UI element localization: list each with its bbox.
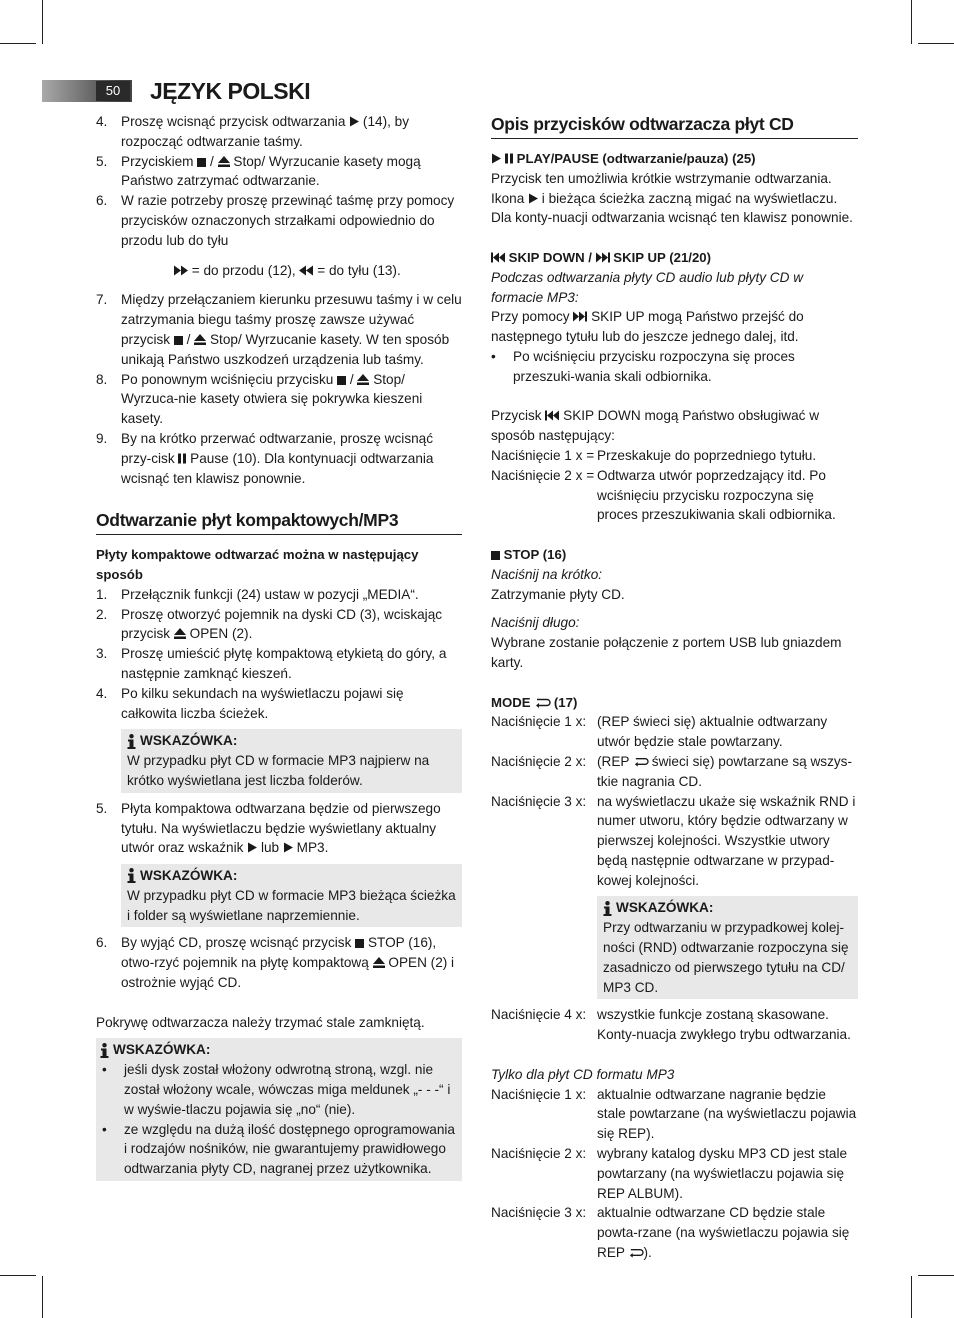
tip-box: WSKAZÓWKA: W przypadku płyt CD w formacie MP3 bieżąca ścieżka i folder są wyświetlane naprzemiennie. [121,864,462,927]
fast-forward-icon [174,265,188,276]
list-item: 1. Przełącznik funkcji (24) ustaw w pozycji „MEDIA“. [96,586,419,602]
list-item: 5. Przyciskiem / Stop/ Wyrzucanie kasety mogą Państwo zatrzymać odtwarzanie. [96,153,421,189]
crop-mark [0,43,36,44]
stop-icon [491,550,500,560]
stop-icon [174,335,183,345]
tip-box: WSKAZÓWKA: Przy odtwarzaniu w przypadkowej kolej-ności (RND) odtwarzanie rozpoczyna się zasadniczo od pierwszego tytułu na CD/ MP3 CD. [597,896,858,999]
stop-icon [355,938,364,948]
left-column [96,112,462,1181]
list-item: • Po wciśnięciu przycisku rozpoczyna się proces przeszuki-wania skali odbiornika. [491,348,795,384]
info-icon [603,901,612,916]
eject-icon [218,156,230,167]
skip-forward-icon [596,252,610,263]
press-row: Naciśnięcie 3 x: aktualnie odtwarzane CD będzie stale powta-rzane (na wyświetlaczu pojawia się REP ). [491,1205,850,1261]
crop-mark [42,1276,43,1318]
crop-mark [918,43,954,44]
crop-mark [42,0,43,44]
press-row: Naciśnięcie 1 x: aktualnie odtwarzane nagranie będzie stale powtarzane (na wyświetlaczu pojawia się REP). [491,1086,857,1142]
section-heading: Odtwarzanie płyt kompaktowych/MP3 [96,508,462,535]
info-icon [100,1043,109,1058]
press-row: Naciśnięcie 2 x = Odtwarza utwór poprzedzający itd. Po wciśnięciu przycisku rozpoczyna się proces przeszukiwania skali odbiornika. [491,467,836,523]
list-item: • ze względu na dużą ilość dostępnego oprogramowania i rodzajów nośników, nie gwarantujemy prawidłowego odtwarzania płyty CD, nagranej przez użytkownika. [102,1121,455,1177]
press-row: Naciśnięcie 2 x: wybrany katalog dysku MP3 CD jest stale powtarzany (na wyświetlaczu pojawia się REP ALBUM). [491,1146,848,1201]
play-icon [349,116,359,127]
eject-icon [373,957,385,968]
play-icon [247,842,257,853]
rewind-icon [299,265,313,276]
page-number: 50 [96,81,130,101]
list-item: 5. Płyta kompaktowa odtwarzana będzie od pierwszego tytułu. Na wyświetlaczu będzie wyświetlany aktualny utwór oraz wskaźnik lub MP3. [96,800,441,856]
section-subheading: Płyty kompaktowe odtwarzać można w następujący sposób [96,547,419,582]
crop-mark [911,0,912,44]
eject-icon [357,374,369,385]
crop-mark [918,1275,954,1276]
list-item: 4. Po kilku sekundach na wyświetlaczu pojawi się całkowita liczba ścieżek. [96,685,404,721]
play-pause-text: Przycisk ten umożliwia krótkie wstrzymanie odtwarzania. Ikona i bieżąca ścieżka zaczną migać na wyświetlaczu. Dla konty-nuacji odtwarzania wcisnąć ten klawisz ponownie. [491,170,853,226]
play-icon [528,193,538,204]
press-row: Naciśnięcie 1 x: (REP świeci się) aktualnie odtwarzany utwór będzie stale powtarzany. [491,714,828,750]
mp3-heading: Tylko dla płyt CD formatu MP3 [491,1066,675,1082]
info-icon [127,734,136,749]
list-item: 3. Proszę umieścić płytę kompaktową etykietą do góry, a następnie zamknąć kieszeń. [96,646,447,681]
list-item: 9. By na krótko przerwać odtwarzanie, proszę wcisnąć przy-cisk Pause (10). Dla kontynuacji odtwarzania wcisnąć ten klawisz ponownie. [96,430,434,486]
list-item: 6. W razie potrzeby proszę przewinąć taśmę przy pomocy przycisków oznaczonych strzałkami odpowiednio do przodu lub do tyłu [96,193,455,248]
tip-box: WSKAZÓWKA: • jeśli dysk został włożony odwrotną stroną, wzgl. nie został włożony wcale, wówczas miga meldunek „- - -“ i w wyświe-tlaczu pojawia się „no“ (nie). • ze względu na dużą ilość dostępnego oprogramowania i rodzajów nośników, nie gwarantujemy prawidłowego odtwarzania płyty CD, nagranej przez użytkownika. [96,1038,462,1181]
mode-heading: MODE (17) [491,694,578,710]
press-row: Naciśnięcie 3 x: na wyświetlaczu ukaże się wskaźnik RND i numer utworu, który będzie odtwarzany w pierwszej kolejności. Wszystkie utwory będą następnie odtwarzane w przypad-kowej kolejności. [491,793,856,888]
stop-icon [337,375,346,385]
skip-heading: SKIP DOWN / SKIP UP (21/20) [491,248,858,268]
list-item: 7. Między przełączaniem kierunku przesuwu taśmy i w celu zatrzymania biegu taśmy proszę zawsze używać przycisk / Stop/ Wyrzucanie kasety. W ten sposób unikają Państwo uszkodzeń urządzenia lub taśmy. [96,292,462,367]
repeat-icon [628,1247,643,1258]
press-row: Naciśnięcie 2 x: (REP świeci się) powtarzane są wszys-tkie nagrania CD. [491,753,852,789]
eject-icon [194,334,206,345]
play-pause-heading: PLAY/PAUSE (odtwarzanie/pauza) (25) [491,149,858,169]
skip-back-icon [491,252,505,263]
section-heading: Opis przycisków odtwarzacza płyt CD [491,112,858,139]
page-title: JĘZYK POLSKI [150,78,311,104]
stop-heading: STOP (16) [491,545,858,565]
skip-back-icon [545,410,559,421]
repeat-icon [633,756,648,767]
pause-icon [504,153,513,164]
crop-mark [0,1275,36,1276]
page-header [42,80,462,104]
list-item: 4. Proszę wcisnąć przycisk odtwarzania (14), by rozpocząć odtwarzanie taśmy. [96,114,410,149]
arrows-line: = do przodu (12), = do tyłu (13). [96,261,462,281]
list-item: 8. Po ponownym wciśnięciu przycisku / Stop/ Wyrzuca-nie kasety otwiera się pokrywka kieszeni kasety. [96,371,423,427]
crop-mark [911,1276,912,1318]
tip-box: WSKAZÓWKA: W przypadku płyt CD w formacie MP3 najpierw na krótko wyświetlana jest liczba folderów. [121,729,462,792]
eject-icon [174,628,186,639]
play-icon [491,153,501,164]
list-item: 6. By wyjąć CD, proszę wcisnąć przycisk STOP (16), otwo-rzyć pojemnik na płytę kompaktową OPEN (2) i ostrożnie wyjąć CD. [96,935,455,991]
info-icon [127,868,136,883]
press-row: Naciśnięcie 1 x = Przeskakuje do poprzedniego tytułu. [491,447,817,463]
list-item: • jeśli dysk został włożony odwrotną stroną, wzgl. nie został włożony wcale, wówczas miga meldunek „- - -“ i w wyświe-tlaczu pojawia się „no“ (nie). [102,1062,451,1117]
list-item: 2. Proszę otworzyć pojemnik na dyski CD (3), wciskając przycisk OPEN (2). [96,606,443,642]
right-column: Opis przycisków odtwarzacza płyt CD PLAY/PAUSE (odtwarzanie/pauza) (25) Przycisk ten umożliwia krótkie wstrzymanie odtwarzania. Ikona i bieżąca ścieżka zaczną migać na wyświetlaczu. Dla konty-nuacji odtwarzania wcisnąć ten klawisz ponownie. SKIP DOWN / SKIP UP (21/20) Podczas odtwarzania płyty CD audio lub płyty CD w formacie MP3: Przy pomocy SKIP UP mogą Państwo przejść do następnego tytułu lub do jeszcze jednego dalej, itd. • Po wciśnięciu przycisku rozpoczyna się proces przeszuki-wania skali odbiornika. Przycisk SKIP DOWN mogą Państwo obsługiwać w sposób następujący: Naciśnięcie 1 x = Przeskakuje do poprzedniego tytułu. Naciśnięcie 2 x = Odtwarza utwór poprzedzający itd. Po wciśnięciu przycisku rozpoczyna się proces przeszukiwania skali odbiornika. STOP (16) Naciśnij na krótko: Zatrzymanie płyty CD. Naciśnij długo: Wybrane zostanie połączenie z portem USB lub gniazdem karty. MODE (17) Naciśnięcie 1 x: (REP świeci się) aktualnie odtwarzany utwór będzie stale powtarzany. Naciśnięcie 2 x: (REP świeci się) powtarzane są wszys-tkie nagrania CD. Naciśnięcie 3 x: na wyświetlaczu ukaże się wskaźnik RND i numer utworu, który będzie odtwarzany w pierwszej kolejności. Wszystkie utwory będą następnie odtwarzane w przypad-kowej kolejności. WSKAZÓWKA: Przy odtwarzaniu w przypadkowej kolej-ności (RND) odtwarzanie rozpoczyna się zasadniczo od pierwszego tytułu na CD/ MP3 CD. Naciśnięcie 4 x: wszystkie funkcje zostaną skasowane. Konty-nuacja zwykłego trybu odtwarzania. Tylko dla płyt CD formatu MP3 Naciśnięcie 1 x: aktualnie odtwarzane nagranie będzie stale powtarzane (na wyświetlaczu pojawia się REP). Naciśnięcie 2 x: wybrany katalog dysku MP3 CD jest stale powtarzany (na wyświetlaczu pojawia się REP ALBUM). Naciśnięcie 3 x: aktualnie odtwarzane CD będzie stale powta-rzane (na wyświetlaczu pojawia się REP ). [491,112,858,1263]
play-icon [283,842,293,853]
repeat-icon [534,697,550,708]
stop-icon [197,157,206,167]
press-row: Naciśnięcie 4 x: wszystkie funkcje zostaną skasowane. Konty-nuacja zwykłego trybu odtwarzania. [491,1007,851,1043]
closing-note: Pokrywę odtwarzacza należy trzymać stale zamkniętą. [96,1014,425,1030]
skip-forward-icon [573,311,587,322]
